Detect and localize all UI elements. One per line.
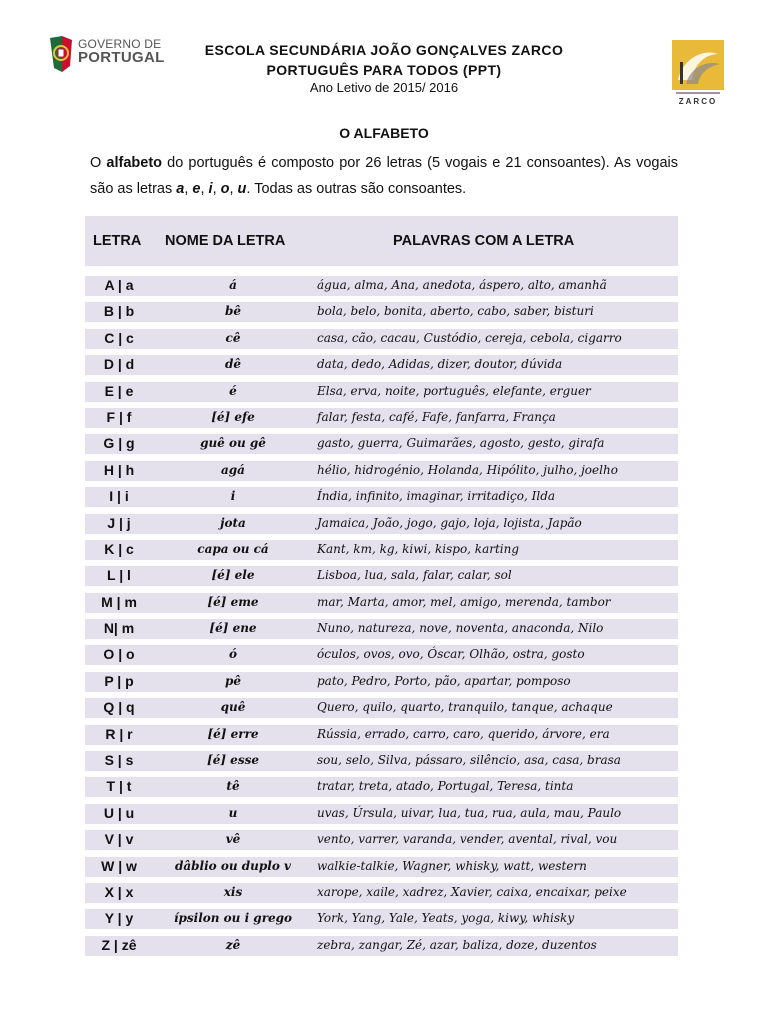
table-row (85, 276, 678, 296)
words-cell: uvas, Úrsula, uivar, lua, tua, rua, aula, mau, Paulo (317, 805, 622, 820)
intro-text: do português é composto por 26 letras (5 vogais e 21 consoantes). As vogais são as letras (90, 155, 678, 197)
table-row (85, 804, 678, 824)
table-row (85, 909, 678, 929)
vowel: a (176, 181, 185, 197)
words-cell: walkie-talkie, Wagner, whisky, watt, western (317, 858, 587, 873)
letter-cell: A | a (104, 277, 134, 293)
letter-name-cell: [é] erre (207, 726, 259, 741)
table-body (85, 276, 678, 956)
letter-name-cell: zê (225, 937, 241, 952)
words-cell: pato, Pedro, Porto, pão, apartar, pomposo (317, 673, 571, 688)
letter-cell: K | c (104, 540, 134, 557)
table-row (85, 619, 678, 639)
letter-cell: N| m (103, 620, 135, 637)
words-cell: Elsa, erva, noite, português, elefante, erguer (317, 383, 591, 398)
page-title: O ALFABETO (339, 125, 429, 141)
intro-text: . Todas as outras são consoantes. (246, 181, 467, 197)
letter-cell: S | s (104, 752, 134, 769)
school-logo-icon (672, 40, 724, 106)
table-row (85, 936, 678, 956)
letter-name-cell: agá (221, 462, 245, 477)
letter-cell: Z | zê (101, 936, 137, 953)
letter-cell: P | p (104, 672, 134, 689)
letter-cell: F | f (106, 408, 132, 425)
table-row (85, 566, 678, 586)
table-row (85, 434, 678, 454)
words-cell: zebra, zangar, Zé, azar, baliza, doze, duzentos (317, 937, 597, 952)
letter-name-cell: i (230, 489, 236, 504)
table-row (85, 645, 678, 665)
letter-cell: M | m (101, 593, 137, 610)
letter-name-cell: [é] ene (209, 621, 257, 636)
words-cell: Quero, quilo, quarto, tranquilo, tanque, achaque (317, 700, 613, 715)
letter-name-cell: dê (224, 357, 242, 372)
letter-name-cell: u (228, 805, 238, 820)
words-cell: Rússia, errado, carro, caro, querido, árvore, era (317, 726, 610, 741)
words-cell: York, Yang, Yale, Yeats, yoga, kiwy, whisky (317, 911, 575, 926)
intro-separator: , (200, 181, 209, 197)
letter-name-cell: [é] eme (207, 594, 259, 609)
words-cell: xarope, xaile, xadrez, Xavier, caixa, encaixar, peixe (317, 884, 627, 899)
table-row (85, 777, 678, 797)
letter-cell: Y | y (104, 910, 134, 927)
words-cell: Kant, km, kg, kiwi, kispo, karting (317, 541, 520, 556)
letter-name-cell: pê (224, 673, 242, 688)
table-row (85, 830, 678, 850)
letter-cell: J | j (107, 514, 131, 531)
table-row (85, 302, 678, 322)
letter-name-cell: jota (220, 515, 246, 530)
header-letter-name: NOME DA LETRA (165, 233, 286, 249)
letter-name-cell: guê ou gê (200, 436, 266, 451)
words-cell: casa, cão, cacau, Custódio, cereja, cebola, cigarro (317, 330, 622, 345)
intro-separator: , (212, 181, 221, 197)
table-row (85, 883, 678, 903)
table-row (85, 672, 678, 692)
table-header (85, 216, 678, 266)
table-row (85, 857, 678, 877)
letter-name-cell: ó (228, 647, 237, 662)
letter-cell: Q | q (103, 699, 135, 716)
table-row (85, 355, 678, 375)
letter-cell: L | l (107, 567, 131, 584)
letter-name-cell: vê (225, 832, 241, 847)
letter-cell: G | g (103, 435, 135, 452)
letter-cell: T | t (106, 778, 132, 795)
letter-name-cell: bê (224, 304, 242, 319)
gov-logo-line1: GOVERNO DE (78, 37, 162, 51)
intro-text: O (90, 155, 107, 171)
course-name: PORTUGUÊS PARA TODOS (PPT) (266, 62, 502, 78)
gov-logo-line2: PORTUGAL (78, 49, 165, 66)
table-row (85, 514, 678, 534)
words-cell: gasto, guerra, Guimarães, agosto, gesto, girafa (317, 436, 605, 451)
intro-separator: , (229, 181, 238, 197)
letter-name-cell: é (229, 383, 237, 398)
words-cell: Índia, infinito, imaginar, irritadiço, Ilda (317, 489, 556, 504)
table-row (85, 698, 678, 718)
table-row (85, 382, 678, 402)
words-cell: sou, selo, Silva, pássaro, silêncio, asa, casa, brasa (317, 753, 621, 768)
alphabet-table (85, 216, 678, 962)
words-cell: tratar, treta, atado, Portugal, Teresa, tinta (317, 779, 574, 794)
vowel: i (208, 181, 213, 197)
letter-cell: I | i (109, 488, 129, 505)
intro-keyword: alfabeto (106, 155, 163, 171)
intro-separator: , (184, 181, 193, 197)
table-row (85, 461, 678, 481)
letter-name-cell: [é] ele (211, 568, 255, 583)
words-cell: hélio, hidrogénio, Holanda, Hipólito, julho, joelho (317, 462, 618, 477)
vowel: o (220, 181, 230, 197)
table-row (85, 329, 678, 349)
letter-name-cell: ípsilon ou i grego (173, 911, 293, 926)
vowel: u (237, 181, 247, 197)
letter-name-cell: xis (223, 884, 243, 899)
vowel: e (192, 181, 201, 197)
words-cell: data, dedo, Adidas, dizer, doutor, dúvida (317, 357, 563, 372)
letter-cell: R | r (105, 725, 133, 742)
words-cell: vento, varrer, varanda, vender, avental, rival, vou (317, 832, 618, 847)
words-cell: bola, belo, bonita, aberto, cabo, saber, bisturi (317, 304, 594, 319)
table-row (85, 725, 678, 745)
letter-name-cell: capa ou cá (197, 541, 269, 556)
letter-cell: H | h (103, 461, 135, 478)
words-cell: Lisboa, lua, sala, falar, calar, sol (317, 568, 512, 583)
words-cell: óculos, ovos, ovo, Óscar, Olhão, ostra, gosto (317, 647, 585, 662)
words-cell: falar, festa, café, Fafe, fanfarra, França (317, 409, 556, 424)
school-name: ESCOLA SECUNDÁRIA JOÃO GONÇALVES ZARCO (204, 42, 564, 58)
table-row (85, 487, 678, 507)
header-words: PALAVRAS COM A LETRA (393, 233, 575, 249)
letter-cell: X | x (104, 883, 134, 900)
letter-cell: E | e (104, 382, 134, 399)
intro-paragraph (90, 150, 678, 202)
words-cell: Jamaica, João, jogo, gajo, loja, lojista, Japão (317, 515, 582, 530)
letter-name-cell: cê (225, 330, 241, 345)
table-row (85, 593, 678, 613)
letter-cell: V | v (104, 831, 134, 848)
table-row (85, 408, 678, 428)
letter-name-cell: tê (226, 779, 240, 794)
words-cell: mar, Marta, amor, mel, amigo, merenda, tambor (317, 594, 611, 609)
letter-cell: D | d (103, 356, 135, 373)
letter-name-cell: á (229, 278, 237, 292)
school-logo-text: ZARCO (678, 97, 718, 106)
words-cell: Nuno, natureza, nove, noventa, anaconda, Nilo (317, 621, 604, 636)
words-cell: água, alma, Ana, anedota, áspero, alto, amanhã (317, 278, 607, 292)
letter-cell: W | w (101, 857, 137, 874)
school-year: Ano Letivo de 2015/ 2016 (309, 80, 459, 95)
letter-name-cell: quê (220, 700, 246, 715)
letter-cell: O | o (103, 646, 135, 663)
letter-cell: B | b (103, 303, 135, 320)
table-row (85, 540, 678, 560)
letter-name-cell: [é] esse (207, 753, 259, 768)
table-row (85, 751, 678, 771)
letter-cell: U | u (103, 804, 135, 821)
letter-name-cell: [é] efe (211, 409, 255, 424)
header-letter: LETRA (93, 233, 142, 249)
letter-cell: C | c (104, 329, 134, 346)
letter-name-cell: dâblio ou duplo v (175, 858, 291, 873)
